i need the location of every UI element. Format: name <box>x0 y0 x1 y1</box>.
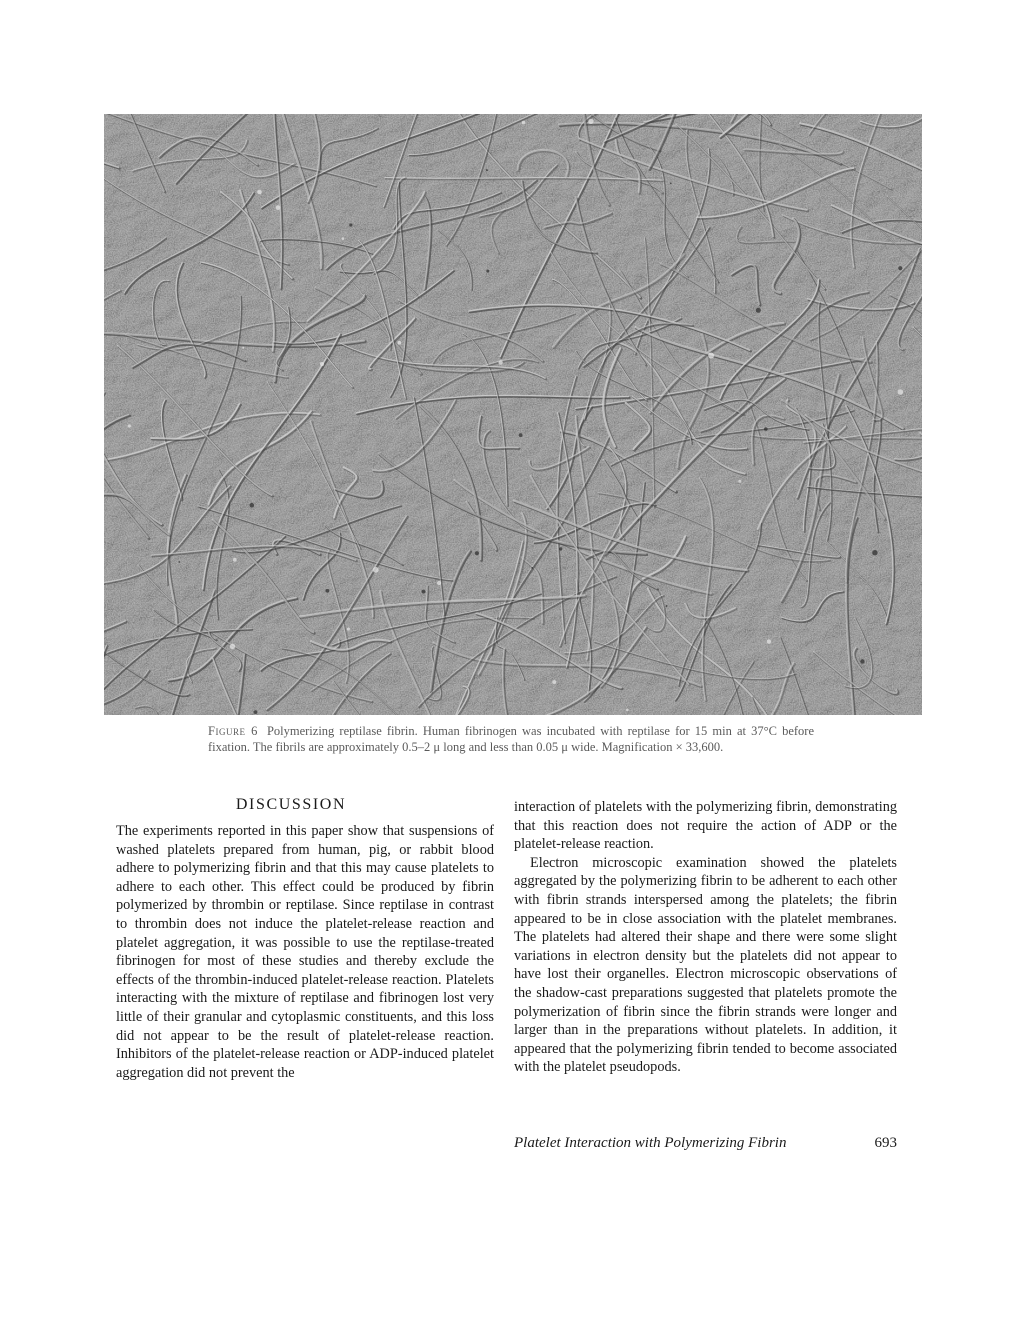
right-text-column <box>514 798 897 1077</box>
electron-microscopy-paragraph: Electron microscopic examination showed the platelets aggregated by the polymerizing fibrin to be adherent to each other with fibrin strands interspersed among the platelets; the fibrin appeared to be in close association with the platelet membranes. The platelets had altered their shape and there were some slight variations in electron density but the platelets did not appear to have lost their organelles. Electron microscopic observations of the shadow-cast preparations suggested that platelets promote the polymerization of fibrin since the fibrin strands were longer and larger than in the preparations without platelets. In addition, it appeared that the polymerizing fibrin tended to become associated with the platelet pseudopods. <box>514 854 897 1076</box>
page-footer <box>514 1135 897 1157</box>
section-heading: DISCUSSION <box>235 796 347 813</box>
fibrin-network-image <box>104 114 922 715</box>
continued-paragraph: interaction of platelets with the polymerizing fibrin, demonstrating that this reaction does not require the action of ADP or the platelet-release reaction. <box>514 799 897 853</box>
figure-label: Figure 6 <box>208 724 258 738</box>
left-text-column <box>116 822 494 1082</box>
running-title: Platelet Interaction with Polymerizing Fibrin <box>514 1135 787 1151</box>
page-number: 693 <box>874 1135 897 1151</box>
discussion-paragraph: The experiments reported in this paper show that suspensions of washed platelets prepared from human, pig, or rabbit blood adhere to polymerizing fibrin and that this may cause platelets to adhere to each other. This effect could be produced by fibrin polymerized by thrombin or reptilase. Since reptilase in contrast to thrombin does not induce the platelet-release reaction and platelet aggregation, it was possible to use the reptilase-treated fibrinogen for most of these studies and thereby exclude the effects of the thrombin-induced platelet-release reaction. Platelets interacting with the mixture of reptilase and fibrinogen lost very little of their granular and cytoplasmic constituents, and this loss did not appear to be the result of platelet-release reaction. Inhibitors of the platelet-release reaction or ADP-induced platelet aggregation did not prevent the <box>116 823 494 1081</box>
electron-micrograph <box>104 114 922 715</box>
figure-caption <box>208 724 814 755</box>
figure-caption-text: Polymerizing reptilase fibrin. Human fibrinogen was incubated with reptilase for 15 min at 37°C before fixation. The fibrils are approximately 0.5–2 μ long and less than 0.05 μ wide. Magnification × 33,600. <box>208 724 814 754</box>
